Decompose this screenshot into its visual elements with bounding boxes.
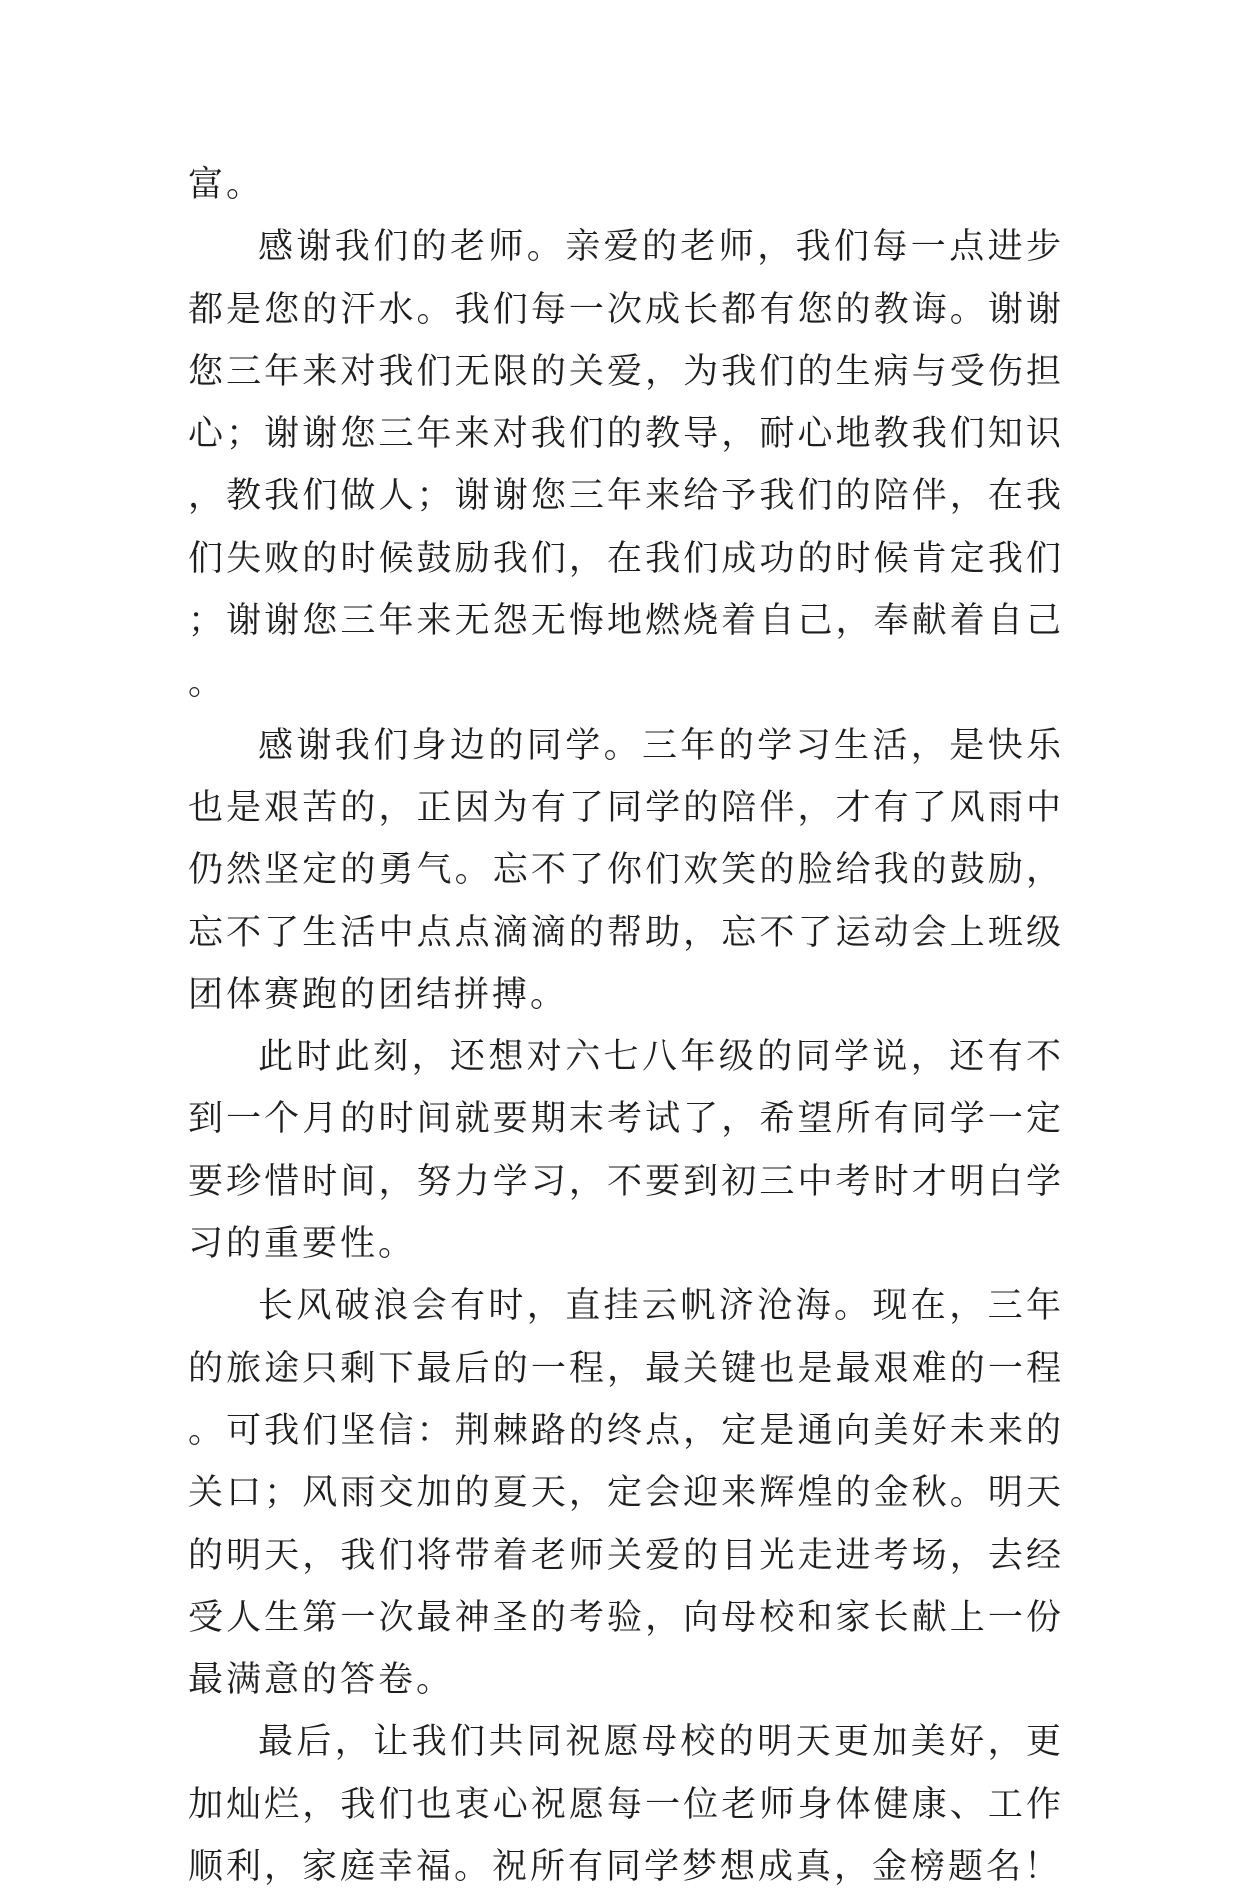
paragraph-thanks-teachers: 感谢我们的老师。亲爱的老师，我们每一点进步都是您的汗水。我们每一次成长都有您的教诲。谢谢您三年来对我们无限的关爱，为我们的生病与受伤担心；谢谢您三年来对我们的教导，耐心地教我们知识，教我们做人；谢谢您三年来给予我们的陪伴，在我们失败的时候鼓励我们，在我们成功的时候肯定我们；谢谢您三年来无怨无悔地燃烧着自己，奉献着自己。 bbox=[188, 227, 1064, 704]
document-body bbox=[188, 154, 1064, 1898]
paragraph-continuation: 富。 bbox=[188, 165, 265, 205]
paragraph-thanks-classmates: 感谢我们身边的同学。三年的学习生活，是快乐也是艰苦的，正因为有了同学的陪伴，才有了风雨中仍然坚定的勇气。忘不了你们欢笑的脸给我的鼓励，忘不了生活中点点滴滴的帮助，忘不了运动会上班级团体赛跑的团结拼搏。 bbox=[188, 725, 1064, 1015]
paragraph-message-juniors: 此时此刻，还想对六七八年级的同学说，还有不到一个月的时间就要期末考试了，希望所有同学一定要珍惜时间，努力学习，不要到初三中考时才明白学习的重要性。 bbox=[188, 1037, 1064, 1265]
paragraph-final-journey: 长风破浪会有时，直挂云帆济沧海。现在，三年的旅途只剩下最后的一程，最关键也是最艰难的一程。可我们坚信：荆棘路的终点，定是通向美好未来的关口；风雨交加的夏天，定会迎来辉煌的金秋。明天的明天，我们将带着老师关爱的目光走进考场，去经受人生第一次最神圣的考验，向母校和家长献上一份最满意的答卷。 bbox=[188, 1286, 1064, 1701]
paragraph-closing-wishes: 最后，让我们共同祝愿母校的明天更加美好，更加灿烂，我们也衷心祝愿每一位老师身体健康、工作顺利，家庭幸福。祝所有同学梦想成真，金榜题名！ bbox=[188, 1722, 1064, 1888]
